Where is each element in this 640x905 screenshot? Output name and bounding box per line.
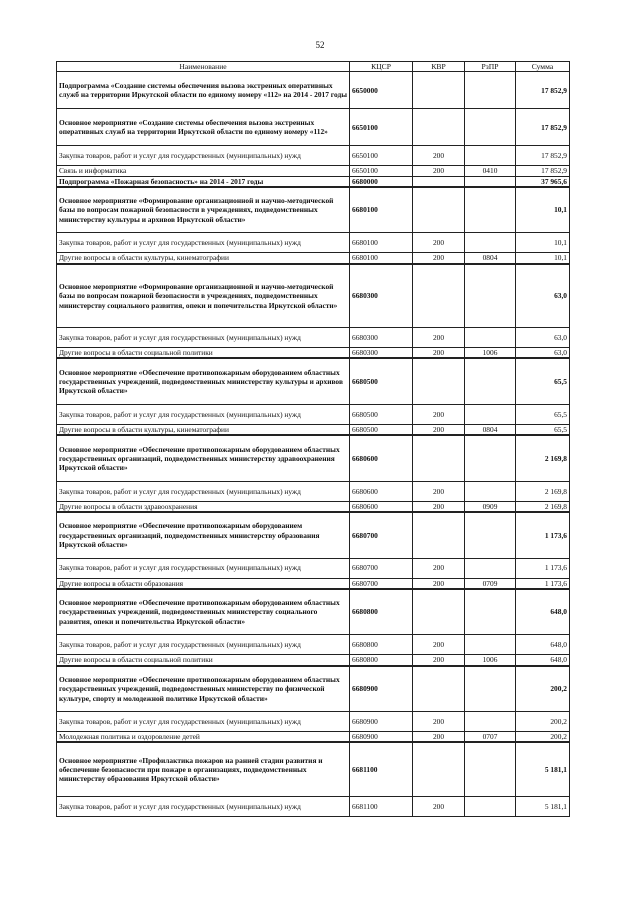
- row-rzpr-cell: [465, 404, 516, 424]
- row-sum-cell: 5 181,1: [516, 796, 570, 816]
- table-row: [57, 72, 570, 109]
- row-kvr-cell: 200: [413, 578, 465, 589]
- table-header-row: [57, 62, 570, 72]
- row-rzpr-cell: [465, 635, 516, 655]
- table-row: [57, 732, 570, 743]
- row-kvr-cell: 200: [413, 328, 465, 348]
- row-name-cell: Основное мероприятие «Обеспечение противопожарным оборудованием государственных организаций, подведомственных министерству образования Иркутской области»: [57, 512, 350, 558]
- row-kcsr-cell: 6650100: [350, 109, 413, 146]
- row-kvr-cell: 200: [413, 732, 465, 743]
- row-kvr-cell: 200: [413, 796, 465, 816]
- row-kcsr-cell: 6650100: [350, 166, 413, 176]
- row-kcsr-cell: 6680500: [350, 404, 413, 424]
- column-header-kcsr: КЦСР: [350, 62, 413, 72]
- row-name-cell: Закупка товаров, работ и услуг для государственных (муниципальных) нужд: [57, 558, 350, 578]
- row-sum-cell: 65,5: [516, 404, 570, 424]
- budget-table: [56, 61, 570, 817]
- row-sum-cell: 10,1: [516, 253, 570, 264]
- row-rzpr-cell: 1006: [465, 655, 516, 666]
- row-rzpr-cell: [465, 328, 516, 348]
- row-kvr-cell: 200: [413, 481, 465, 501]
- row-kcsr-cell: 6680500: [350, 358, 413, 404]
- row-kcsr-cell: 6650100: [350, 146, 413, 166]
- row-kvr-cell: 200: [413, 146, 465, 166]
- row-sum-cell: 2 169,8: [516, 435, 570, 481]
- row-kvr-cell: [413, 742, 465, 796]
- row-kcsr-cell: 6680700: [350, 578, 413, 589]
- table-row: [57, 264, 570, 328]
- row-name-cell: Молодежная политика и оздоровление детей: [57, 732, 350, 743]
- table-row: [57, 109, 570, 146]
- row-sum-cell: 10,1: [516, 187, 570, 233]
- table-row: [57, 166, 570, 176]
- row-kvr-cell: [413, 435, 465, 481]
- row-kcsr-cell: 6680800: [350, 635, 413, 655]
- row-kvr-cell: 200: [413, 655, 465, 666]
- row-rzpr-cell: [465, 187, 516, 233]
- row-sum-cell: 648,0: [516, 635, 570, 655]
- row-rzpr-cell: 0709: [465, 578, 516, 589]
- column-header-kvr: КВР: [413, 62, 465, 72]
- row-kvr-cell: 200: [413, 558, 465, 578]
- row-name-cell: Подпрограмма «Создание системы обеспечения вызова экстренных оперативных служб на территории Иркутской области по единому номеру «112» на 2014 - 2017 годы: [57, 72, 350, 109]
- row-kvr-cell: [413, 176, 465, 187]
- row-kcsr-cell: 6681100: [350, 796, 413, 816]
- row-rzpr-cell: 0909: [465, 501, 516, 512]
- table-row: [57, 481, 570, 501]
- row-rzpr-cell: 0410: [465, 166, 516, 176]
- row-kvr-cell: [413, 187, 465, 233]
- row-rzpr-cell: [465, 512, 516, 558]
- row-name-cell: Другие вопросы в области здравоохранения: [57, 501, 350, 512]
- row-kvr-cell: [413, 72, 465, 109]
- row-rzpr-cell: [465, 796, 516, 816]
- row-kvr-cell: 200: [413, 166, 465, 176]
- row-name-cell: Связь и информатика: [57, 166, 350, 176]
- row-sum-cell: 200,2: [516, 666, 570, 712]
- row-name-cell: Закупка товаров, работ и услуг для государственных (муниципальных) нужд: [57, 146, 350, 166]
- row-sum-cell: 37 965,6: [516, 176, 570, 187]
- row-name-cell: Основное мероприятие «Профилактика пожаров на ранней стадии развития и обеспечение безопасности при пожаре в организациях, подведомственных министерству образования Иркутской области»: [57, 742, 350, 796]
- row-name-cell: Другие вопросы в области культуры, кинематографии: [57, 253, 350, 264]
- table-row: [57, 253, 570, 264]
- row-kcsr-cell: 6680800: [350, 655, 413, 666]
- row-kcsr-cell: 6680900: [350, 732, 413, 743]
- table-row: [57, 358, 570, 404]
- row-name-cell: Подпрограмма «Пожарная безопасность» на 2014 - 2017 годы: [57, 176, 350, 187]
- row-name-cell: Другие вопросы в области социальной политики: [57, 348, 350, 359]
- table-row: [57, 635, 570, 655]
- row-kcsr-cell: 6650000: [350, 72, 413, 109]
- row-name-cell: Основное мероприятие «Обеспечение противопожарным оборудованием областных государственных организаций, подведомственных министерству здравоохранения Иркутской области»: [57, 435, 350, 481]
- row-name-cell: Закупка товаров, работ и услуг для государственных (муниципальных) нужд: [57, 635, 350, 655]
- row-kcsr-cell: 6680900: [350, 666, 413, 712]
- row-name-cell: Другие вопросы в области культуры, кинематографии: [57, 424, 350, 435]
- row-rzpr-cell: 1006: [465, 348, 516, 359]
- row-sum-cell: 648,0: [516, 655, 570, 666]
- row-kcsr-cell: 6680100: [350, 253, 413, 264]
- table-row: [57, 742, 570, 796]
- row-sum-cell: 1 173,6: [516, 558, 570, 578]
- row-kcsr-cell: 6680600: [350, 435, 413, 481]
- row-name-cell: Основное мероприятие «Создание системы обеспечения вызова экстренных оперативных служб на территории Иркутской области по единому номеру «112»: [57, 109, 350, 146]
- row-name-cell: Закупка товаров, работ и услуг для государственных (муниципальных) нужд: [57, 712, 350, 732]
- row-name-cell: Основное мероприятие «Формирование организационной и научно-методической базы по вопросам пожарной безопасности в учреждениях, подведомственных министерству социального развития, опеки и попечительства Иркутской области»: [57, 264, 350, 328]
- table-row: [57, 712, 570, 732]
- row-name-cell: Другие вопросы в области образования: [57, 578, 350, 589]
- row-sum-cell: 17 852,9: [516, 109, 570, 146]
- row-name-cell: Основное мероприятие «Формирование организационной и научно-методической базы по вопросам пожарной безопасности в учреждениях, подведомственных министерству культуры и архивов Иркутской области»: [57, 187, 350, 233]
- row-name-cell: Другие вопросы в области социальной политики: [57, 655, 350, 666]
- table-row: [57, 146, 570, 166]
- row-rzpr-cell: [465, 146, 516, 166]
- table-row: [57, 501, 570, 512]
- row-sum-cell: 63,0: [516, 328, 570, 348]
- row-kcsr-cell: 6680700: [350, 558, 413, 578]
- row-rzpr-cell: [465, 109, 516, 146]
- row-rzpr-cell: [465, 358, 516, 404]
- row-sum-cell: 200,2: [516, 732, 570, 743]
- row-kvr-cell: [413, 512, 465, 558]
- row-kcsr-cell: 6680700: [350, 512, 413, 558]
- table-row: [57, 187, 570, 233]
- row-rzpr-cell: [465, 558, 516, 578]
- row-rzpr-cell: [465, 712, 516, 732]
- row-name-cell: Закупка товаров, работ и услуг для государственных (муниципальных) нужд: [57, 481, 350, 501]
- row-kvr-cell: 200: [413, 253, 465, 264]
- row-rzpr-cell: [465, 264, 516, 328]
- row-rzpr-cell: 0804: [465, 424, 516, 435]
- row-sum-cell: 648,0: [516, 589, 570, 635]
- row-kvr-cell: [413, 666, 465, 712]
- table-row: [57, 578, 570, 589]
- row-kvr-cell: 200: [413, 404, 465, 424]
- row-sum-cell: 200,2: [516, 712, 570, 732]
- row-sum-cell: 63,0: [516, 348, 570, 359]
- row-name-cell: Закупка товаров, работ и услуг для государственных (муниципальных) нужд: [57, 233, 350, 253]
- table-row: [57, 328, 570, 348]
- table-row: [57, 512, 570, 558]
- row-name-cell: Основное мероприятие «Обеспечение противопожарным оборудованием областных государственных учреждений, подведомственных министерству по физической культуре, спорту и молодежной политике Иркутской области»: [57, 666, 350, 712]
- row-rzpr-cell: [465, 742, 516, 796]
- table-row: [57, 796, 570, 816]
- row-kvr-cell: [413, 358, 465, 404]
- table-row: [57, 589, 570, 635]
- row-rzpr-cell: [465, 233, 516, 253]
- row-sum-cell: 2 169,8: [516, 501, 570, 512]
- row-sum-cell: 2 169,8: [516, 481, 570, 501]
- row-sum-cell: 65,5: [516, 358, 570, 404]
- table-row: [57, 176, 570, 187]
- row-kcsr-cell: 6680000: [350, 176, 413, 187]
- row-rzpr-cell: [465, 176, 516, 187]
- row-sum-cell: 65,5: [516, 424, 570, 435]
- row-name-cell: Основное мероприятие «Обеспечение противопожарным оборудованием областных государственных учреждений, подведомственных министерству культуры и архивов Иркутской области»: [57, 358, 350, 404]
- row-kcsr-cell: 6680600: [350, 481, 413, 501]
- table-row: [57, 424, 570, 435]
- row-rzpr-cell: [465, 481, 516, 501]
- row-kvr-cell: [413, 264, 465, 328]
- column-header-rzpr: РзПР: [465, 62, 516, 72]
- table-body: [57, 72, 570, 817]
- row-kcsr-cell: 6680800: [350, 589, 413, 635]
- row-sum-cell: 63,0: [516, 264, 570, 328]
- row-rzpr-cell: 0804: [465, 253, 516, 264]
- table-row: [57, 435, 570, 481]
- row-name-cell: Закупка товаров, работ и услуг для государственных (муниципальных) нужд: [57, 404, 350, 424]
- row-kcsr-cell: 6680100: [350, 233, 413, 253]
- table-row: [57, 558, 570, 578]
- row-rzpr-cell: [465, 435, 516, 481]
- row-sum-cell: 5 181,1: [516, 742, 570, 796]
- table-row: [57, 655, 570, 666]
- row-kvr-cell: 200: [413, 233, 465, 253]
- table-row: [57, 666, 570, 712]
- row-kcsr-cell: 6680300: [350, 328, 413, 348]
- row-sum-cell: 17 852,9: [516, 72, 570, 109]
- row-rzpr-cell: [465, 72, 516, 109]
- row-kcsr-cell: 6680900: [350, 712, 413, 732]
- row-name-cell: Закупка товаров, работ и услуг для государственных (муниципальных) нужд: [57, 796, 350, 816]
- row-sum-cell: 17 852,9: [516, 146, 570, 166]
- row-kcsr-cell: 6680300: [350, 264, 413, 328]
- column-header-name: Наименование: [57, 62, 350, 72]
- row-kcsr-cell: 6680600: [350, 501, 413, 512]
- row-sum-cell: 17 852,9: [516, 166, 570, 176]
- row-rzpr-cell: [465, 589, 516, 635]
- row-kvr-cell: 200: [413, 712, 465, 732]
- table-row: [57, 233, 570, 253]
- row-kcsr-cell: 6680100: [350, 187, 413, 233]
- row-kvr-cell: 200: [413, 501, 465, 512]
- row-rzpr-cell: [465, 666, 516, 712]
- row-kcsr-cell: 6680300: [350, 348, 413, 359]
- row-sum-cell: 1 173,6: [516, 512, 570, 558]
- row-kcsr-cell: 6680500: [350, 424, 413, 435]
- row-kcsr-cell: 6681100: [350, 742, 413, 796]
- row-sum-cell: 10,1: [516, 233, 570, 253]
- row-kvr-cell: [413, 109, 465, 146]
- row-kvr-cell: 200: [413, 348, 465, 359]
- row-name-cell: Закупка товаров, работ и услуг для государственных (муниципальных) нужд: [57, 328, 350, 348]
- row-kvr-cell: 200: [413, 424, 465, 435]
- row-sum-cell: 1 173,6: [516, 578, 570, 589]
- row-rzpr-cell: 0707: [465, 732, 516, 743]
- table-row: [57, 348, 570, 359]
- table-row: [57, 404, 570, 424]
- row-kvr-cell: 200: [413, 635, 465, 655]
- page-number: 52: [315, 40, 325, 50]
- row-name-cell: Основное мероприятие «Обеспечение противопожарным оборудованием областных государственных учреждений, подведомственных министерству социального развития, опеки и попечительства Иркутской области»: [57, 589, 350, 635]
- row-kvr-cell: [413, 589, 465, 635]
- column-header-sum: Сумма: [516, 62, 570, 72]
